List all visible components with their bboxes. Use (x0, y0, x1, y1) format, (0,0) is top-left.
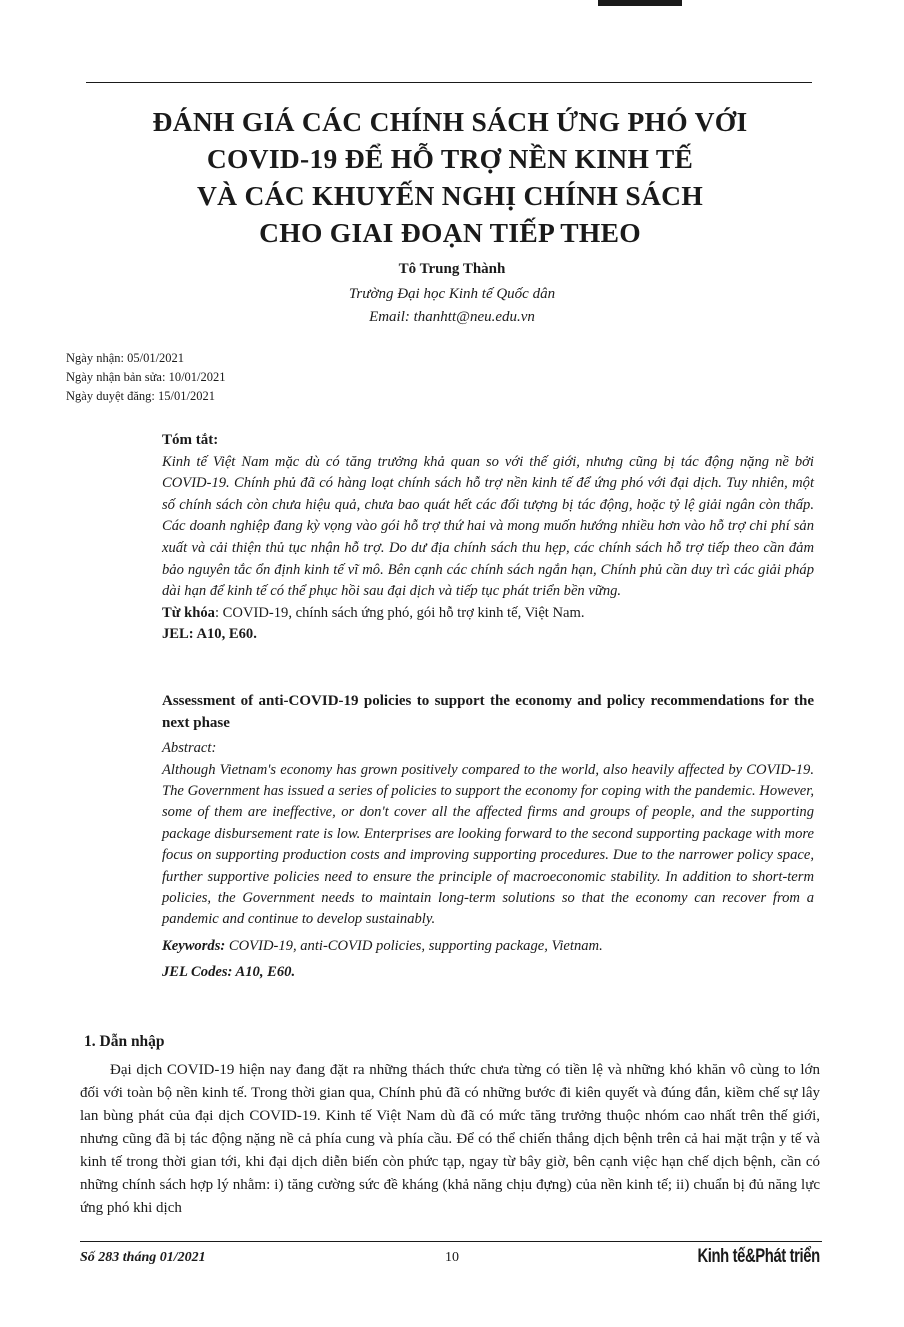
section-heading: 1. Dẫn nhập (84, 1033, 165, 1050)
keywords-vi (162, 603, 814, 625)
keywords-en (162, 936, 814, 958)
keywords-en-label: Keywords: (162, 937, 226, 954)
date-revised: Ngày nhận bản sửa: 10/01/2021 (66, 370, 226, 384)
abstract-en (162, 690, 814, 984)
abstract-vi-label: Tóm tắt: (162, 432, 219, 448)
article-title (70, 103, 830, 251)
section-body: Đại dịch COVID-19 hiện nay đang đặt ra những thách thức chưa từng có tiền lệ và những khó khăn vô cùng to lớn đối với toàn bộ nền kinh tế. Trong thời gian qua, Chính phủ đã có những bước đi kiên quyết và đúng đắn, kiềm chế sự lây lan bùng phát của đại dịch COVID-19. Kinh tế Việt Nam dù đã có mức tăng trưởng thuộc nhóm cao nhất trên thế giới, nhưng cũng đã bị tác động nặng nề cả phía cung và phía cầu. Để có thể chiến thắng dịch bệnh trên cả hai mặt trận y tế và kinh tế trong thời gian tới, khi đại dịch diễn biến còn phức tạp, ngay từ bây giờ, bên cạnh việc hạn chế dịch bệnh, cần có những chính sách hợp lý nhằm: i) tăng cường sức đề kháng (khả năng chịu đựng) của nền kinh tế; ii) chuẩn bị đủ năng lực ứng phó khi dịch (80, 1062, 820, 1216)
author-email: Email: thanhtt@neu.edu.vn (369, 309, 535, 325)
date-approved: Ngày duyệt đăng: 15/01/2021 (66, 389, 215, 403)
title-line: CHO GIAI ĐOẠN TIẾP THEO (259, 217, 641, 248)
abstract-en-text: Although Vietnam's economy has grown positively compared to the world, also heavily affected by COVID-19. The Government has issued a series of policies to support the economy for coping with the pandemic. However, some of them are ineffective, or don't cover all the affected firms and groups of people, and the supporting package disbursement rate is low. Enterprises are looking forward to the second supporting package with more focus on supporting production costs and improving supporting procedures. Due to the narrower policy space, further supportive policies need to ensure the principle of macroeconomic stability. In addition to short-term policies, the Government needs to maintain long-term solutions so that the economy can recover from a pandemic and continue to develop sustainably. (162, 761, 814, 928)
footer-rule (80, 1241, 822, 1242)
top-rule (86, 82, 812, 83)
dates-block (66, 349, 226, 406)
jel-en: JEL Codes: A10, E60. (162, 964, 296, 981)
footer-issue: Số 283 tháng 01/2021 (80, 1250, 206, 1265)
keywords-vi-label: Từ khóa (162, 604, 215, 621)
journal-logo: Kinh tế&Phát triển (697, 1246, 820, 1267)
title-line: COVID-19 ĐỂ HỖ TRỢ NỀN KINH TẾ (206, 143, 694, 174)
keywords-en-values: COVID-19, anti-COVID policies, supporting package, Vietnam. (225, 937, 603, 954)
keywords-vi-values: : COVID-19, chính sách ứng phó, gói hỗ trợ kinh tế, Việt Nam. (214, 604, 585, 621)
header-ink-mark (598, 0, 682, 6)
jel-vi: JEL: A10, E60. (162, 626, 257, 643)
page-number: 10 (445, 1250, 459, 1265)
title-line: ĐÁNH GIÁ CÁC CHÍNH SÁCH ỨNG PHÓ VỚI (152, 106, 748, 137)
abstract-en-label: Abstract: (162, 740, 217, 756)
author-name: Tô Trung Thành (398, 261, 506, 277)
abstract-vi-text: Kinh tế Việt Nam mặc dù có tăng trưởng khả quan so với thế giới, nhưng cũng bị tác động nặng nề bởi COVID-19. Chính phủ đã có hàng loạt chính sách hỗ trợ nền kinh tế để ứng phó với đại dịch. Tuy nhiên, một số chính sách còn chưa hiệu quả, chưa bao quát hết các đối tượng bị tác động, hoặc tỷ lệ giải ngân còn thấp. Các doanh nghiệp đang kỳ vọng vào gói hỗ trợ thứ hai và mong muốn hướng nhiều hơn vào hỗ trợ chi phí sản xuất và cải thiện thủ tục nhận hỗ trợ. Do dư địa chính sách thu hẹp, các chính sách hỗ trợ tiếp theo cần đảm bảo nguyên tắc ổn định kinh tế vĩ mô. Bên cạnh các chính sách ngắn hạn, Chính phủ cần duy trì các giải pháp dài hạn để kinh tế có thể phục hồi sau đại dịch và tiếp tục phát triển bền vững. (162, 453, 814, 600)
english-title: Assessment of anti-COVID-19 policies to support the economy and policy recommendations for the next phase (162, 693, 814, 731)
date-received: Ngày nhận: 05/01/2021 (66, 351, 185, 365)
author-affiliation: Trường Đại học Kinh tế Quốc dân (348, 286, 556, 302)
title-line: VÀ CÁC KHUYẾN NGHỊ CHÍNH SÁCH (196, 180, 704, 211)
abstract-vi (162, 430, 814, 646)
